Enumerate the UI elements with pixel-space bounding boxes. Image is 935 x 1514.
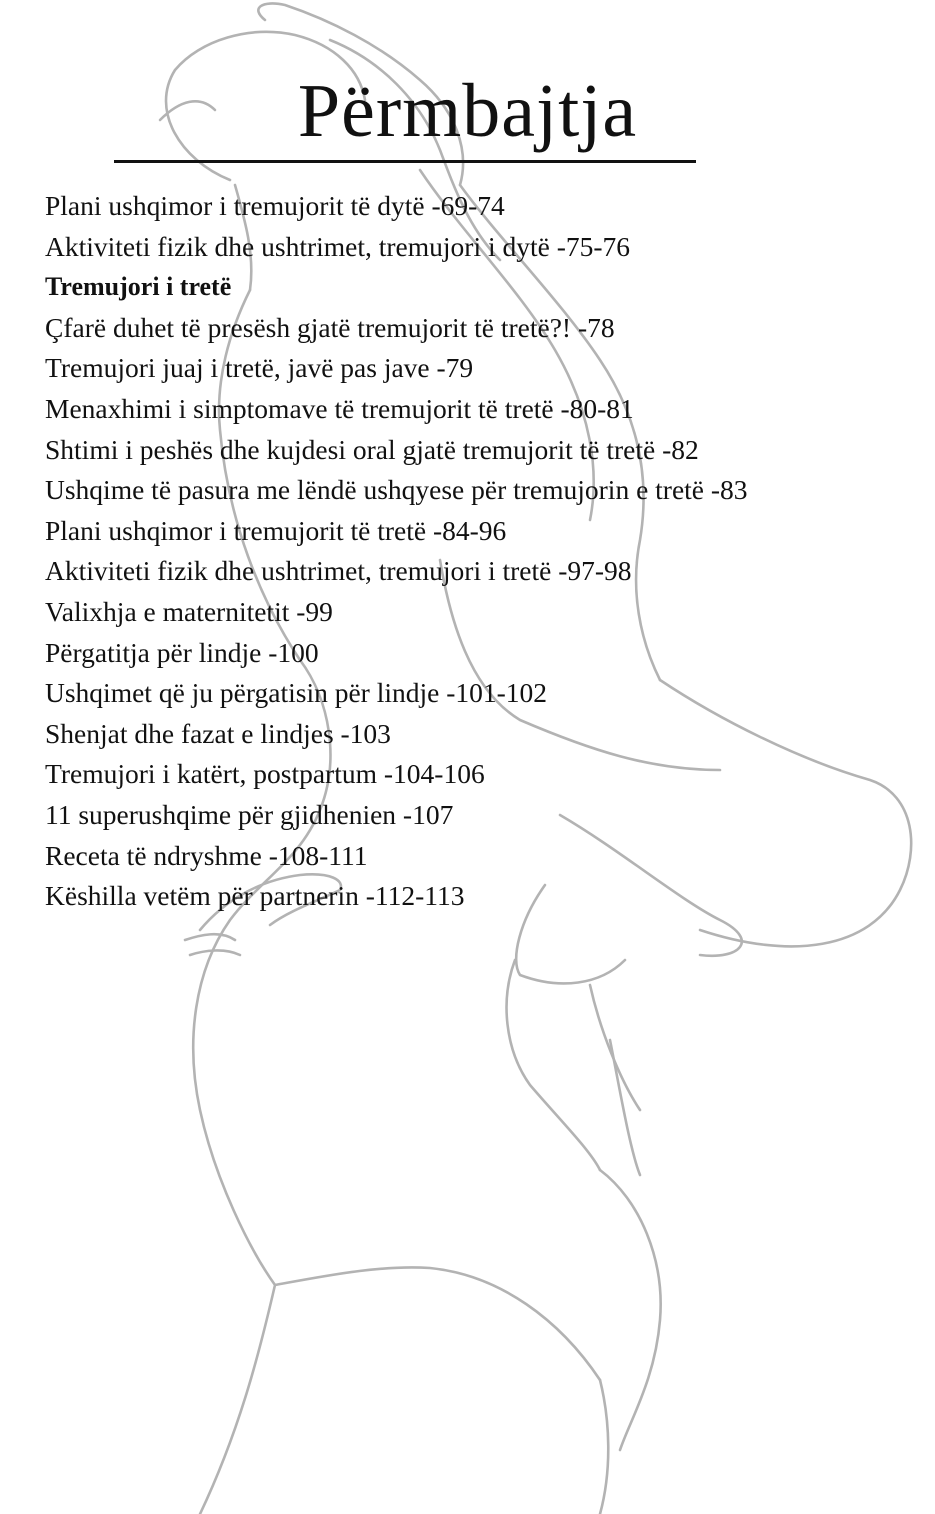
toc-entry: Çfarë duhet të presësh gjatë tremujorit të tretë?! -78 [45, 311, 615, 343]
toc-entry: Këshilla vetëm për partnerin -112-113 [45, 880, 465, 912]
toc-entry: Shenjat dhe fazat e lindjes -103 [45, 717, 391, 749]
toc-entry: Receta të ndryshme -108-111 [45, 839, 368, 871]
toc-entry: Aktiviteti fizik dhe ushtrimet, tremujori i dytë -75-76 [45, 230, 631, 262]
toc-entry: Tremujori i katërt, postpartum -104-106 [45, 758, 485, 790]
toc-entry: Aktiviteti fizik dhe ushtrimet, tremujori i tretë -97-98 [45, 555, 632, 587]
title-underline [114, 160, 696, 163]
toc-entry: Plani ushqimor i tremujorit të dytë -69-74 [45, 190, 505, 221]
toc-entry: Ushqimet që ju përgatisin për lindje -101-102 [45, 677, 548, 709]
page-title: Përmbajtja [297, 69, 638, 153]
toc-entry: Përgatitja për lindje -100 [45, 636, 319, 668]
toc-entry: Plani ushqimor i tremujorit të tretë -84-96 [45, 514, 507, 546]
toc-entry: Valixhja e maternitetit -99 [45, 595, 333, 627]
toc-section-heading: Tremujori i tretë [45, 272, 232, 302]
toc-entry: Menaxhimi i simptomave të tremujorit të tretë -80-81 [45, 392, 634, 424]
toc-entry: Ushqime të pasura me lëndë ushqyese për tremujorin e tretë -83 [45, 474, 748, 506]
table-of-contents [45, 186, 925, 917]
toc-entry: 11 superushqime për gjidhenien -107 [45, 798, 454, 830]
toc-entry: Tremujori juaj i tretë, javë pas jave -79 [45, 352, 474, 384]
toc-entry: Shtimi i peshës dhe kujdesi oral gjatë tremujorit të tretë -82 [45, 433, 699, 465]
